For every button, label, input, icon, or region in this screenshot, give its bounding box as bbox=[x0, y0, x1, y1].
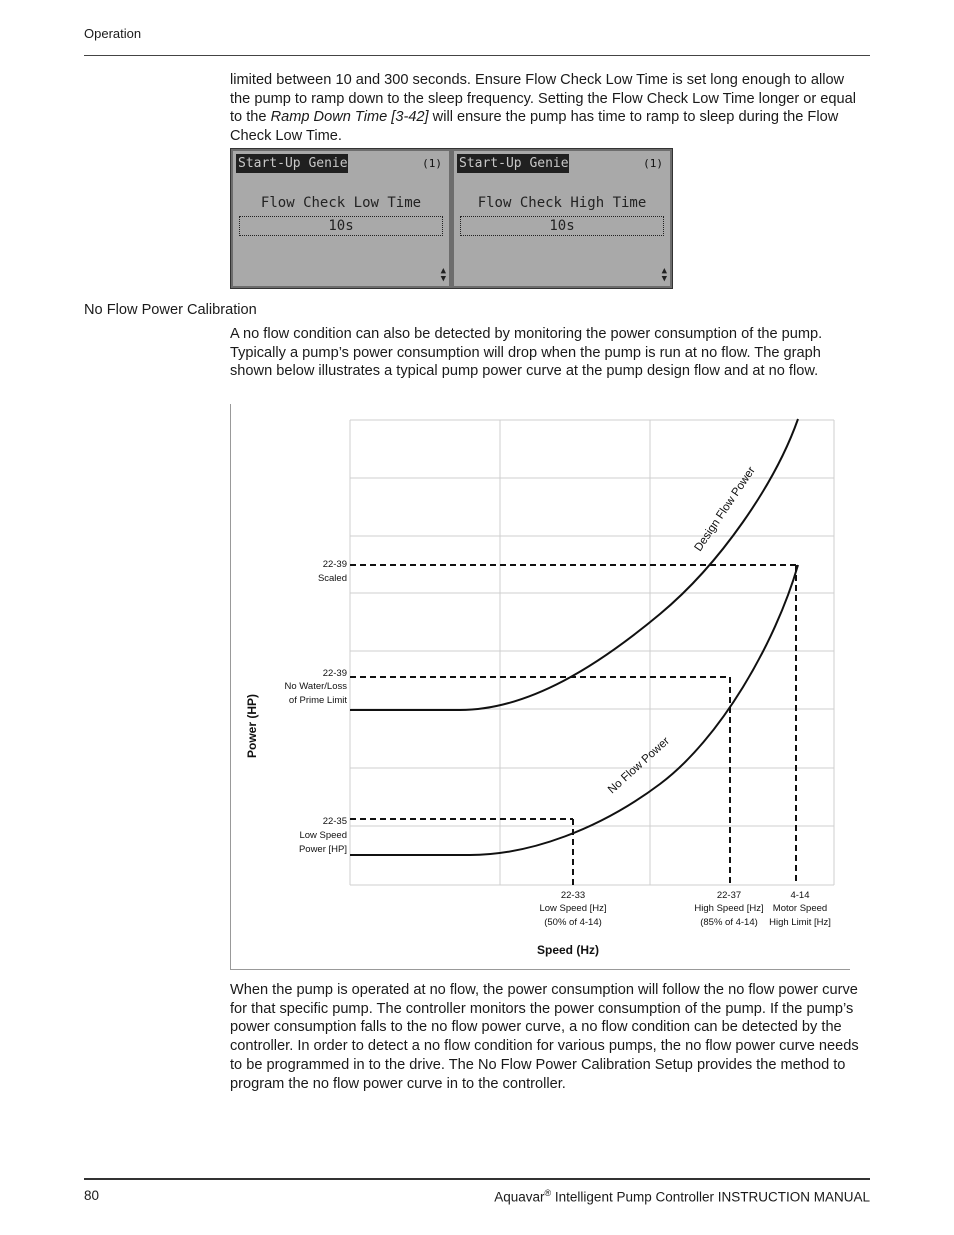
x-marker-low-code: 22-33 bbox=[560, 890, 586, 901]
y-marker-labels bbox=[285, 559, 348, 855]
y-marker-nowater-text-2: of Prime Limit bbox=[288, 695, 347, 706]
lcd-title: Start-Up Genie bbox=[459, 156, 569, 171]
brand-name: Aquavar bbox=[494, 1189, 545, 1205]
x-marker-limit-text: Motor Speed bbox=[772, 903, 828, 914]
lcd-panel-low bbox=[233, 151, 449, 286]
lcd-parameter-label: Flow Check High Time bbox=[477, 195, 647, 211]
y-axis-label: Power (HP) bbox=[245, 693, 259, 759]
lcd-title-bar bbox=[236, 154, 446, 173]
page-number: 80 bbox=[84, 1188, 100, 1203]
registered-mark: ® bbox=[544, 1188, 552, 1198]
y-marker-scaled-text: Scaled bbox=[317, 573, 347, 584]
lcd-parameter-value: 10s bbox=[460, 216, 664, 236]
x-marker-high-text-2: (85% of 4-14) bbox=[700, 917, 758, 928]
x-marker-limit-code: 4-14 bbox=[790, 890, 810, 901]
lcd-menu-indicator: (1) bbox=[643, 157, 663, 170]
x-marker-labels bbox=[539, 890, 830, 928]
footer-rule bbox=[84, 1178, 870, 1180]
lcd-panel-high bbox=[454, 151, 670, 286]
reference-lines bbox=[350, 565, 796, 885]
x-marker-limit-text-2: High Limit [Hz] bbox=[769, 917, 831, 928]
intro-text-1: limited between 10 and 300 seconds. Ensure Flow Check Low Time is set long enough to allow the pump to ramp down to the sleep frequency. Setting the Flow Check Low Time longer or equal to the bbox=[230, 72, 856, 126]
lcd-parameter-value: 10s bbox=[239, 216, 443, 236]
x-axis-label: Speed (Hz) bbox=[536, 943, 600, 957]
grid-lines bbox=[350, 420, 834, 885]
y-marker-lowpower-code: 22-35 bbox=[322, 816, 347, 827]
lcd-title-bar bbox=[457, 154, 667, 173]
running-header: Operation bbox=[84, 26, 142, 41]
power-curve-chart bbox=[230, 404, 850, 970]
x-marker-low-text: Low Speed [Hz] bbox=[539, 903, 607, 914]
intro-parameter-ref: Ramp Down Time [3-42] bbox=[270, 109, 429, 126]
up-down-arrow-icon: ▲ ▼ bbox=[661, 266, 667, 284]
y-marker-nowater-code: 22-39 bbox=[322, 668, 347, 679]
x-marker-low-text-2: (50% of 4-14) bbox=[544, 917, 602, 928]
no-flow-paragraph: A no flow condition can also be detected by monitoring the power consumption of the pump. Typically a pump’s power consumption will drop when the pump is run at no flow. The graph shown below illustrates a typical pump power curve at the pump design flow and at no flow. bbox=[230, 326, 823, 380]
no-flow-power-label: No Flow Power bbox=[605, 735, 672, 797]
header-rule bbox=[84, 55, 870, 56]
y-marker-lowpower-text: Low Speed bbox=[299, 830, 347, 841]
x-marker-high-code: 22-37 bbox=[716, 890, 742, 901]
intro-text-2: will ensure the pump has time to ramp to sleep during the Flow Check Low Time. bbox=[230, 109, 839, 145]
design-flow-power-label: Design Flow Power bbox=[692, 464, 758, 554]
intro-paragraph bbox=[230, 71, 866, 146]
lcd-parameter-label: Flow Check Low Time bbox=[260, 195, 422, 211]
manual-title bbox=[494, 1188, 870, 1205]
y-marker-nowater-text: No Water/Loss bbox=[284, 681, 347, 692]
up-down-arrow-icon: ▲ ▼ bbox=[440, 266, 446, 284]
y-marker-scaled-code: 22-39 bbox=[322, 559, 347, 570]
x-marker-high-text: High Speed [Hz] bbox=[694, 903, 764, 914]
manual-title-text: Intelligent Pump Controller INSTRUCTION MANUAL bbox=[551, 1189, 870, 1205]
lcd-title: Start-Up Genie bbox=[238, 156, 348, 171]
section-heading: No Flow Power Calibration bbox=[84, 302, 257, 318]
calibration-paragraph: When the pump is operated at no flow, the power consumption will follow the no flow power curve for that specific pump. The controller monitors the power consumption of the pump. If the pump’s power consumption falls to the no flow power curve, a no flow condition can be detected by the controller. In order to detect a no flow condition for various pumps, the no flow power curve needs to be programmed in to the drive. The No Flow Power Calibration Setup provides the method to program the no flow power curve in to the controller. bbox=[230, 982, 859, 1092]
lcd-menu-indicator: (1) bbox=[422, 157, 442, 170]
lcd-screenshots bbox=[230, 148, 673, 289]
y-marker-lowpower-text-2: Power [HP] bbox=[298, 844, 347, 855]
